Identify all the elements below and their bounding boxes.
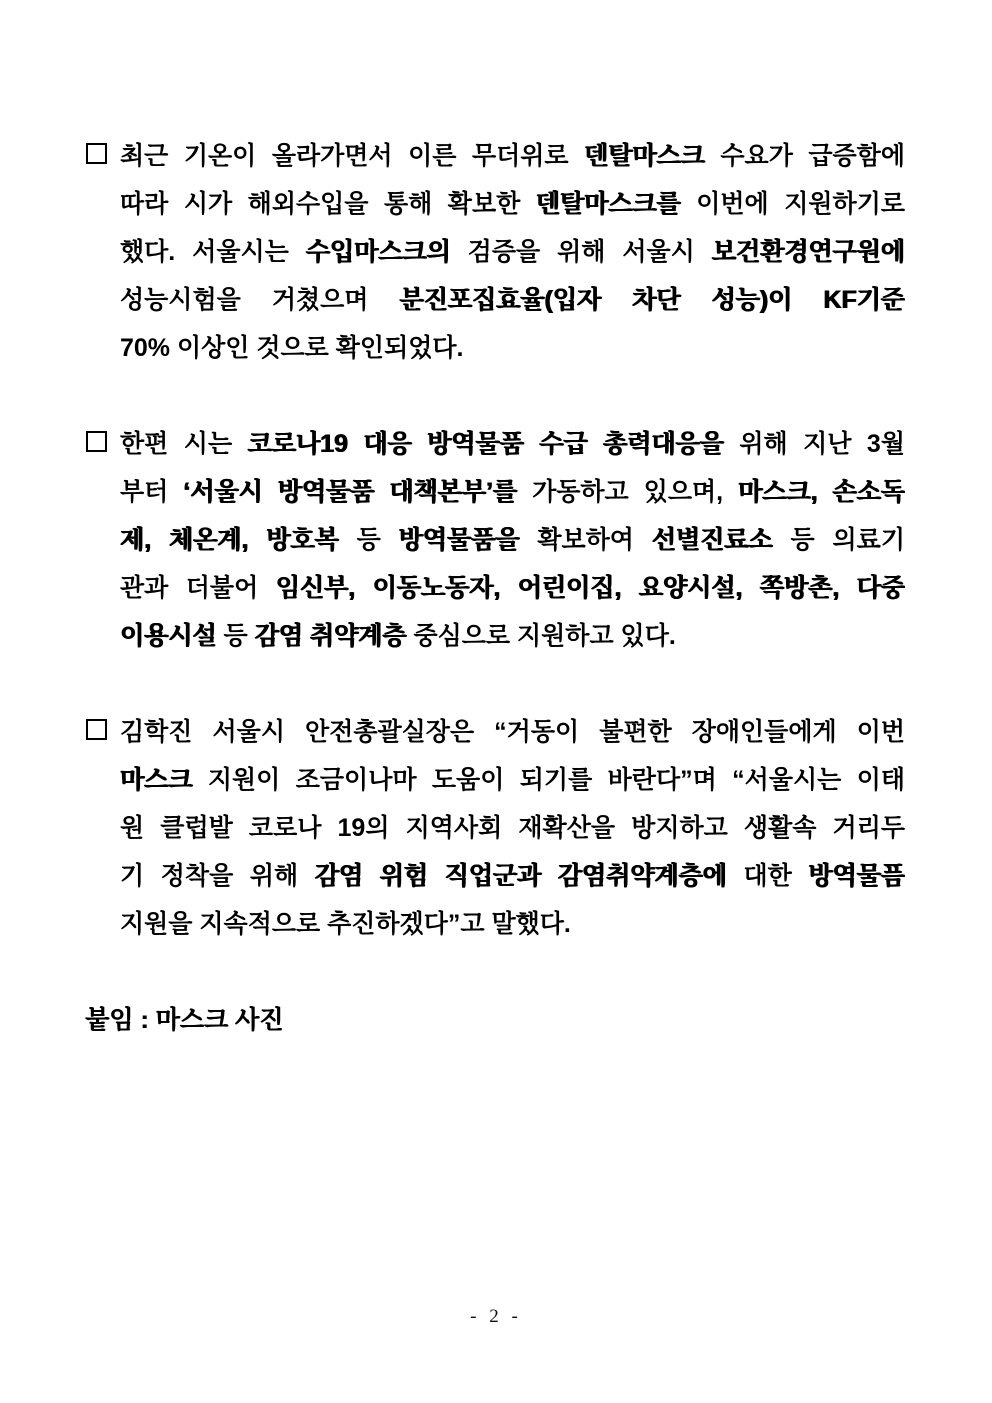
emphasized-text: 덴탈마스크를 — [535, 190, 681, 218]
text-line — [120, 276, 905, 324]
emphasized-text: 분진포집효율(입자 차단 성능)이 KF기준 — [399, 286, 905, 314]
square-bullet-icon — [86, 431, 107, 452]
body-text: 이번에 지원하기로 — [680, 190, 905, 218]
body-text: 가동하고 있으며, — [517, 478, 739, 506]
text-line — [120, 900, 905, 948]
body-text: 따라 시가 해외수입을 통해 확보한 — [120, 190, 536, 218]
emphasized-text: 보건환경연구원에 — [711, 238, 905, 266]
body-text: 검증을 위해 서울시 — [450, 238, 712, 266]
body-text: 한편 시는 — [120, 430, 248, 458]
paragraph — [85, 420, 905, 660]
body-text: 했다. 서울시는 — [120, 238, 306, 266]
paragraph — [85, 708, 905, 948]
body-text: 부터 — [120, 478, 184, 506]
paragraph-list — [85, 132, 905, 948]
emphasized-text: 코로나19 대응 방역물품 수급 총력대응을 — [247, 430, 724, 458]
emphasized-text: 마스크, 손소독 — [738, 478, 905, 506]
attachment-line: 붙임 : 마스크 사진 — [85, 1006, 284, 1034]
text-line — [120, 564, 905, 612]
emphasized-text: ‘서울시 방역물품 대책본부’를 — [183, 478, 518, 506]
emphasized-text: 방역물품을 — [398, 526, 520, 554]
body-text: 중심으로 지원하고 있다. — [406, 622, 676, 650]
body-text: 등 — [216, 622, 255, 650]
body-text: 김학진 서울시 안전총괄실장은 “거동이 불편한 장애인들에게 이번 — [120, 718, 905, 746]
emphasized-text: 선별진료소 — [651, 526, 773, 554]
text-line — [120, 756, 905, 804]
emphasized-text: 덴탈마스크 — [584, 142, 705, 170]
text-line — [120, 852, 905, 900]
text-line — [120, 180, 905, 228]
text-line — [120, 708, 905, 756]
body-text: 70% 이상인 것으로 확인되었다. — [120, 334, 464, 362]
square-bullet-icon — [86, 143, 107, 164]
text-line — [120, 612, 905, 660]
body-text: 수요가 급증함에 — [704, 142, 905, 170]
body-text: 지원을 지속적으로 추진하겠다”고 말했다. — [120, 910, 571, 938]
emphasized-text: 이용시설 — [120, 622, 217, 650]
emphasized-text: 임신부, 이동노동자, 어린이집, 요양시설, 쪽방촌, 다중 — [275, 574, 905, 602]
text-line — [120, 516, 905, 564]
text-line — [120, 420, 905, 468]
emphasized-text: 제, 체온계, 방호복 — [120, 526, 339, 554]
text-line — [120, 228, 905, 276]
body-text: 대한 — [726, 862, 809, 890]
emphasized-text: 감염 위험 직업군과 감염취약계층에 — [314, 862, 727, 890]
emphasized-text: 방역물픔 — [808, 862, 905, 890]
body-text: 최근 기온이 올라가면서 이른 무더위로 — [120, 142, 585, 170]
body-text: 확보하여 — [519, 526, 652, 554]
emphasized-text: 수입마스크의 — [305, 238, 451, 266]
square-bullet-icon — [86, 719, 107, 740]
text-line — [120, 324, 905, 372]
body-text: 관과 더불어 — [120, 574, 276, 602]
body-text: 등 — [338, 526, 399, 554]
body-text: 성능시험을 거쳤으며 — [120, 286, 400, 314]
body-text: 등 의료기 — [772, 526, 905, 554]
page-number: - 2 - — [470, 1306, 522, 1327]
emphasized-text: 마스크 — [120, 766, 193, 794]
text-line — [120, 804, 905, 852]
body-text: 위해 지난 3월 — [723, 430, 905, 458]
document-body — [85, 132, 905, 1044]
text-line — [120, 468, 905, 516]
body-text: 지원이 조금이나마 도움이 되기를 바란다”며 “서울시는 이태 — [192, 766, 905, 794]
paragraph — [85, 132, 905, 372]
body-text: 기 정착을 위해 — [120, 862, 315, 890]
emphasized-text: 감염 취약계층 — [254, 622, 407, 650]
body-text: 원 클럽발 코로나 19의 지역사회 재확산을 방지하고 생활속 거리두 — [120, 814, 905, 842]
text-line — [120, 132, 905, 180]
